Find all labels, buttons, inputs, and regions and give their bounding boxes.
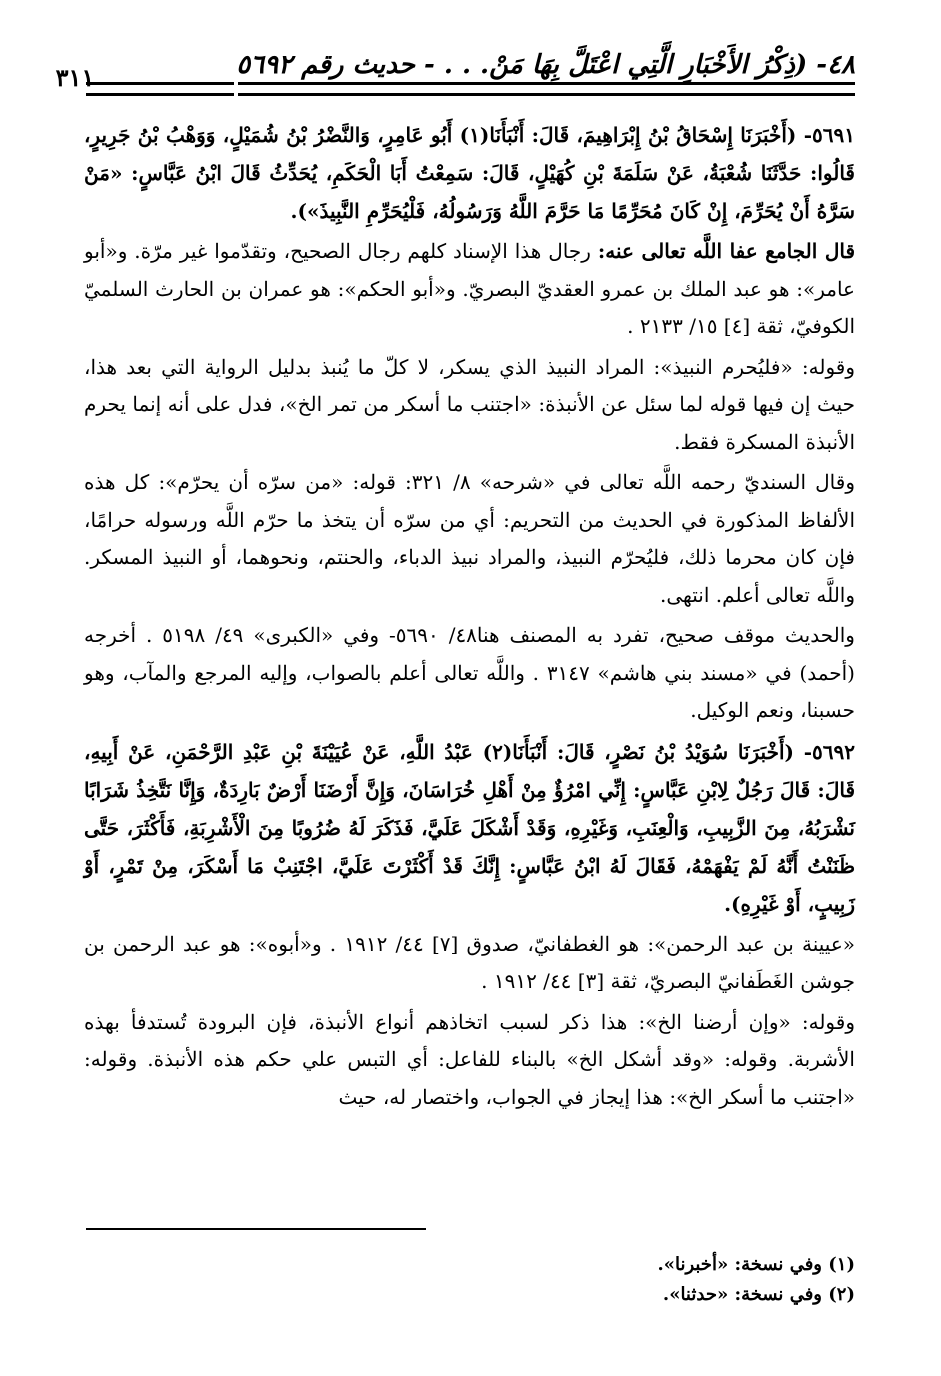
footnotes <box>86 1250 855 1310</box>
footnote-2: (٢) وفي نسخة: «حدثنا». <box>662 1284 855 1305</box>
hadith-5691: ٥٦٩١- (أَخْبَرَنَا إِسْحَاقُ بْنُ إِبْرَاهِيمَ، قَالَ: أَنْبَأَنَا(١) أَبُو عَامِرٍ، وَالنَّضْرُ بْنُ شُمَيْلٍ، وَوَهْبُ بْنُ جَرِيرٍ، قَالُوا: حَدَّثَنَا شُعْبَةُ، عَنْ سَلَمَةَ بْنِ كُهَيْلٍ، قَالَ: سَمِعْتُ أَبَا الْحَكَمِ، يُحَدِّثُ قَالَ ابْنُ عَبَّاسٍ: «مَنْ سَرَّهُ أَنْ يُحَرِّمَ، إِنْ كَانَ مُحَرِّمًا مَا حَرَّمَ اللَّهُ وَرَسُولُهُ، فَلْيُحَرِّمِ النَّبِيذَ»). <box>84 123 856 223</box>
footnote-1: (١) وفي نسخة: «أخبرنا». <box>657 1254 855 1275</box>
commentary-explanation: وقوله: «فليُحرم النبيذ»: المراد النبيذ الذي يسكر، لا كلّ ما يُنبذ بدليل الرواية التي بعد هذا، حيث إن فيها قوله لما سئل عن الأنبذة: «اجتنب ما أسكر من تمر الخ»، فدل على أنه إنما يحرم الأنبذة المسكرة فقط. <box>84 354 855 454</box>
header-rule-left <box>86 82 234 96</box>
commentary-narrators-5691 <box>84 233 855 346</box>
commentary-narrators-5692: «عيينة بن عبد الرحمن»: هو الغطفانيّ، صدوق [٧] ٤٤/ ١٩١٢ . و«أبوه»: هو عبد الرحمن بن جوشن الغَطَفانيّ البصريّ، ثقة [٣] ٤٤/ ١٩١٢ . <box>84 931 855 993</box>
header-rule-main <box>238 82 855 96</box>
page-number: ٣١١ <box>55 63 95 92</box>
footnote-divider <box>86 1228 426 1230</box>
commentary-explanation-5692: وقوله: «وإن أرضنا الخ»: هذا ذكر لسبب اتخاذهم أنواع الأنبذة، فإن البرودة تُستدفأ بهذه الأشربة. وقوله: «وقد أشكل الخ» بالبناء للفاعل: أي التبس علي حكم هذه الأنبذة. وقوله: «اجتنب ما أسكر الخ»: هذا إيجاز في الجواب، واختصار له، حيث <box>84 1009 855 1109</box>
commentary-body: رجال هذا الإسناد كلهم رجال الصحيح، وتقدّموا غير مرّة. و«أبو عامر»: هو عبد الملك بن عمرو العقديّ البصريّ. و«أبو الحكم»: هو عمران بن الحارث السلميّ الكوفيّ، ثقة [٤] ١٥/ ٢١٣٣ . <box>84 239 855 338</box>
running-title: ٤٨- (ذِكْرُ الأَخْبَارِ الَّتِي اعْتَلَّ بِهَا مَنْ. . . - حديث رقم ٥٦٩٢ <box>236 50 855 80</box>
hadith-5692: ٥٦٩٢- (أَخْبَرَنَا سُوَيْدُ بْنُ نَصْرٍ، قَالَ: أَنْبَأَنَا(٢) عَبْدُ اللَّهِ، عَنْ عُيَيْنَةَ بْنِ عَبْدِ الرَّحْمَنِ، عَنْ أَبِيهِ، قَالَ: قَالَ رَجُلٌ لِابْنِ عَبَّاسٍ: إِنِّي امْرُؤٌ مِنْ أَهْلِ خُرَاسَانَ، وَإِنَّ أَرْضَنَا أَرْضٌ بَارِدَةٌ، وَإِنَّا نَتَّخِذُ شَرَابًا نَشْرَبُهُ، مِنَ الزَّبِيبِ، وَالْعِنَبِ، وَغَيْرِهِ، وَقَدْ أَشْكَلَ عَلَيَّ، فَذَكَرَ لَهُ ضُرُوبًا مِنَ الْأَشْرِبَةِ، فَأَكْثَرَ، حَتَّى ظَنَنْتُ أَنَّهُ لَمْ يَفْهَمْهُ، فَقَالَ لَهُ ابْنُ عَبَّاسٍ: إِنَّكَ قَدْ أَكْثَرْتَ عَلَيَّ، اجْتَنِبْ مَا أَسْكَرَ، مِنْ تَمْرٍ، أَوْ زَبِيبٍ، أَوْ غَيْرِهِ). <box>84 739 855 916</box>
commentary-lead: قال الجامع عفا اللَّه تعالى عنه: <box>597 239 856 263</box>
main-text <box>84 116 855 1119</box>
commentary-takhrij: والحديث موقف صحيح، تفرد به المصنف هنا٤٨/ ٥٦٩٠- وفي «الكبرى» ٤٩/ ٥١٩٨ . أخرجه (أحمد) في «مسند بني هاشم» ٣١٤٧ . واللَّه تعالى أعلم بالصواب، وإليه المرجع والمآب، وهو حسبنا، ونعم الوكيل. <box>84 623 855 722</box>
commentary-sindi: وقال السنديّ رحمه اللَّه تعالى في «شرحه» ٨/ ٣٢١: قوله: «من سرّه أن يحرّم»: كل هذه الألفاظ المذكورة في الحديث من التحريم: أي من سرّه أن يتخذ ما حرّم اللَّه ورسوله حرامًا، فإن كان محرما ذلك، فليُحرّم النبيذ، والمراد نبيذ الدباء، والحنتم، ونحوهما، أو النبيذ المسكر. واللَّه تعالى أعلم. انتهى. <box>84 470 855 607</box>
